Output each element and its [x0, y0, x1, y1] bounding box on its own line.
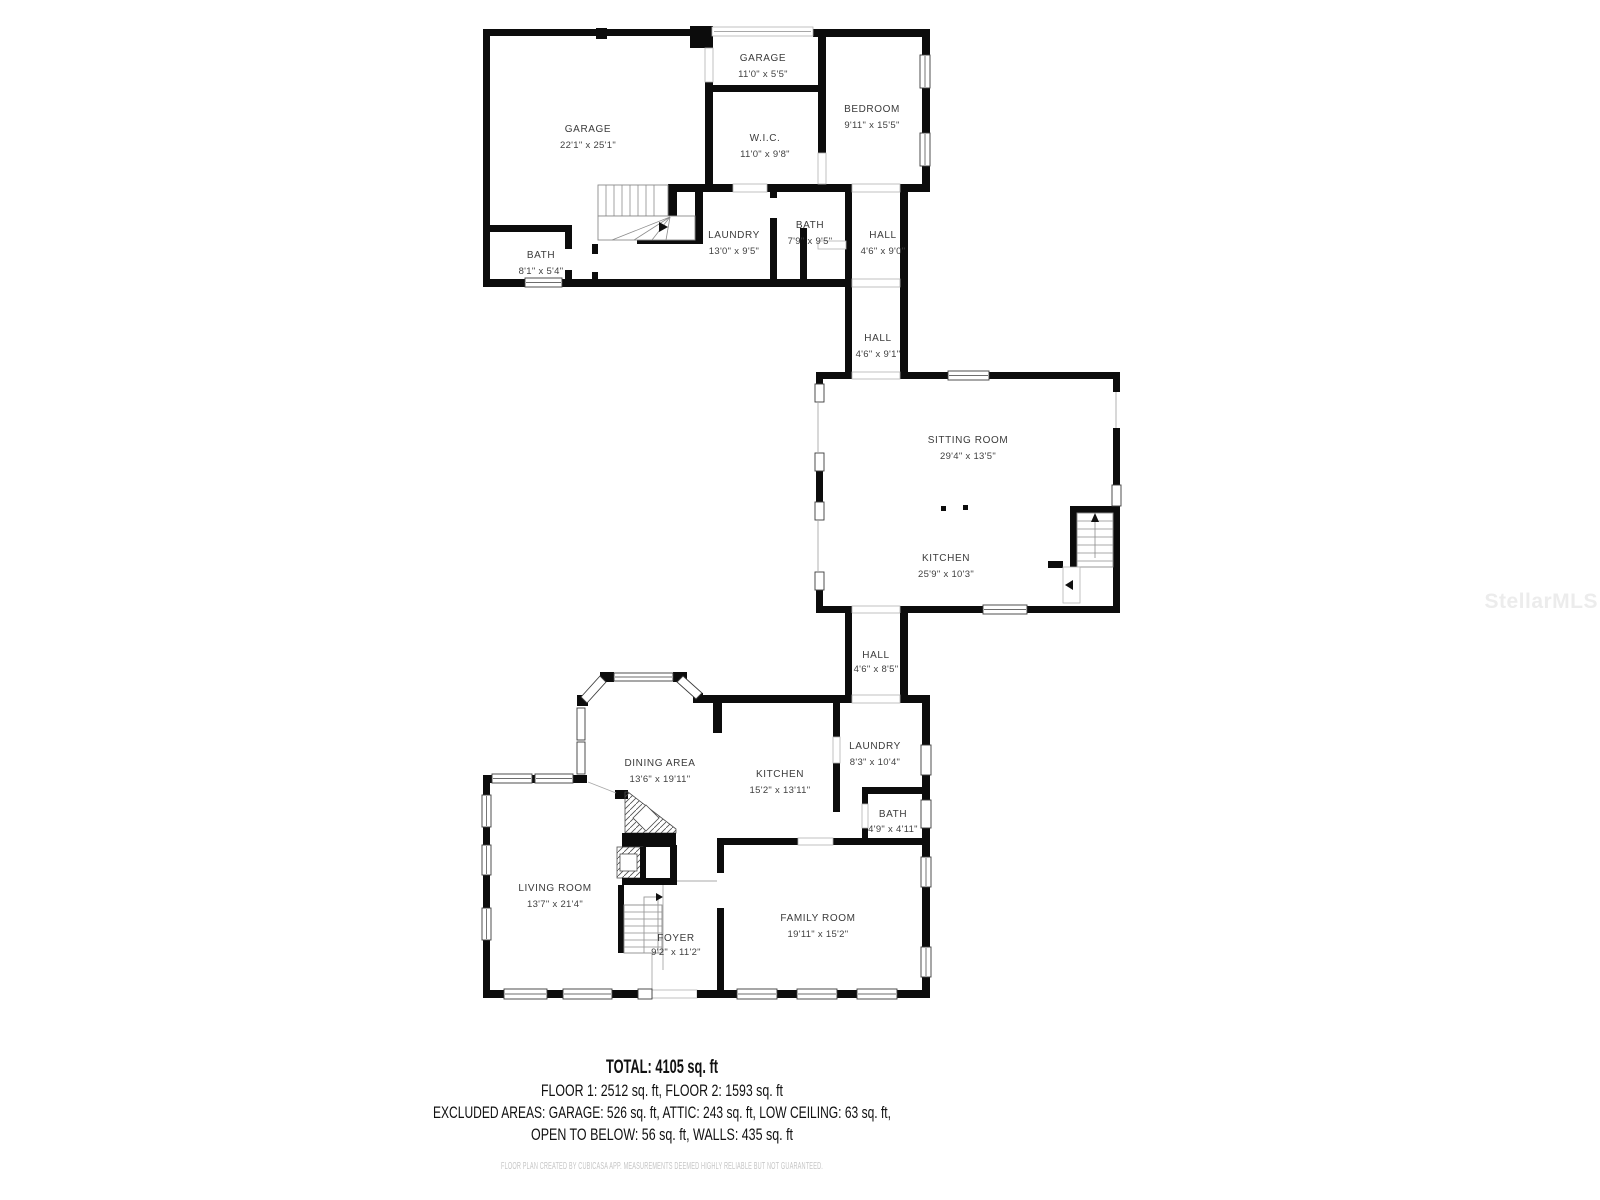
room-label-kitchen-f1: KITCHEN — [755, 769, 805, 780]
room-label-bath-f2a: BATH — [526, 250, 556, 261]
floor2-plan — [483, 26, 930, 372]
room-dims-kitchen-main: 25'9" x 10'3" — [917, 569, 975, 580]
room-dims-hall-mid: 4'6" x 9'1" — [855, 349, 901, 360]
room-label-bath-f2b: BATH — [795, 220, 825, 231]
floor1-plan — [482, 613, 931, 999]
room-dims-dining: 13'6" x 19'11" — [629, 774, 691, 785]
room-dims-bath-f2b: 7'9" x 9'5" — [787, 236, 833, 247]
room-label-garage2-f2: GARAGE — [739, 53, 787, 64]
room-dims-foyer: 9'2" x 11'2" — [651, 947, 701, 958]
summary-excluded-1: EXCLUDED AREAS: GARAGE: 526 sq. ft, ATTIC: 243 sq. ft, LOW CEILING: 63 sq. ft, — [433, 1103, 891, 1122]
room-dims-garage2-f2: 11'0" x 5'5" — [738, 69, 788, 80]
summary-total: TOTAL: 4105 sq. ft — [606, 1057, 719, 1078]
summary-excluded-2: OPEN TO BELOW: 56 sq. ft, WALLS: 435 sq. ft — [531, 1125, 794, 1144]
room-label-living-room: LIVING ROOM — [518, 883, 592, 894]
foyer-staircase — [618, 885, 663, 990]
room-dims-living-room: 13'7" x 21'4" — [526, 899, 584, 910]
room-dims-hall-f1: 4'6" x 8'5" — [853, 664, 899, 675]
room-label-foyer: FOYER — [657, 933, 695, 944]
room-label-hall-f2: HALL — [869, 230, 897, 241]
area-summary — [433, 1057, 891, 1172]
room-label-laundry-f2: LAUNDRY — [708, 230, 760, 241]
disclaimer-text: FLOOR PLAN CREATED BY CUBICASA APP. MEASUREMENTS DEEMED HIGHLY RELIABLE BUT NOT GUARANTEED. — [501, 1161, 823, 1172]
room-dims-wic: 11'0" x 9'8" — [740, 149, 790, 160]
room-label-hall-f1: HALL — [862, 650, 890, 661]
room-label-wic: W.I.C. — [749, 133, 781, 144]
room-label-garage-f2: GARAGE — [564, 124, 612, 135]
room-label-kitchen-main: KITCHEN — [921, 553, 971, 564]
room-label-family-room: FAMILY ROOM — [780, 913, 856, 924]
room-label-sitting-room: SITTING ROOM — [927, 435, 1009, 446]
room-dims-bath-f2a: 8'1" x 5'4" — [518, 266, 564, 277]
room-dims-hall-f2: 4'6" x 9'0" — [860, 246, 906, 257]
room-dims-family-room: 19'11" x 15'2" — [787, 929, 849, 940]
room-dims-bedroom: 9'11" x 15'5" — [844, 120, 900, 131]
room-label-bedroom: BEDROOM — [844, 104, 900, 115]
room-dims-sitting-room: 29'4" x 13'5" — [939, 451, 997, 462]
summary-floors: FLOOR 1: 2512 sq. ft, FLOOR 2: 1593 sq. ft — [541, 1081, 784, 1100]
room-dims-laundry-f1: 8'3" x 10'4" — [849, 757, 901, 768]
room-dims-garage-f2: 22'1" x 25'1" — [559, 140, 617, 151]
room-dims-laundry-f2: 13'0" x 9'5" — [708, 246, 760, 257]
room-label-dining: DINING AREA — [624, 758, 696, 769]
room-label-bath-f1: BATH — [878, 809, 908, 820]
room-dims-bath-f1: 4'9" x 4'11" — [868, 824, 918, 835]
stellar-mls-watermark: StellarMLS — [1484, 590, 1598, 613]
sitting-kitchen-plan — [815, 371, 1121, 614]
floor2-staircase — [598, 185, 695, 240]
room-label-hall-mid: HALL — [864, 333, 892, 344]
fireplace-chimney — [615, 790, 677, 885]
room-dims-kitchen-f1: 15'2" x 13'11" — [749, 785, 811, 796]
room-label-laundry-f1: LAUNDRY — [849, 741, 901, 752]
